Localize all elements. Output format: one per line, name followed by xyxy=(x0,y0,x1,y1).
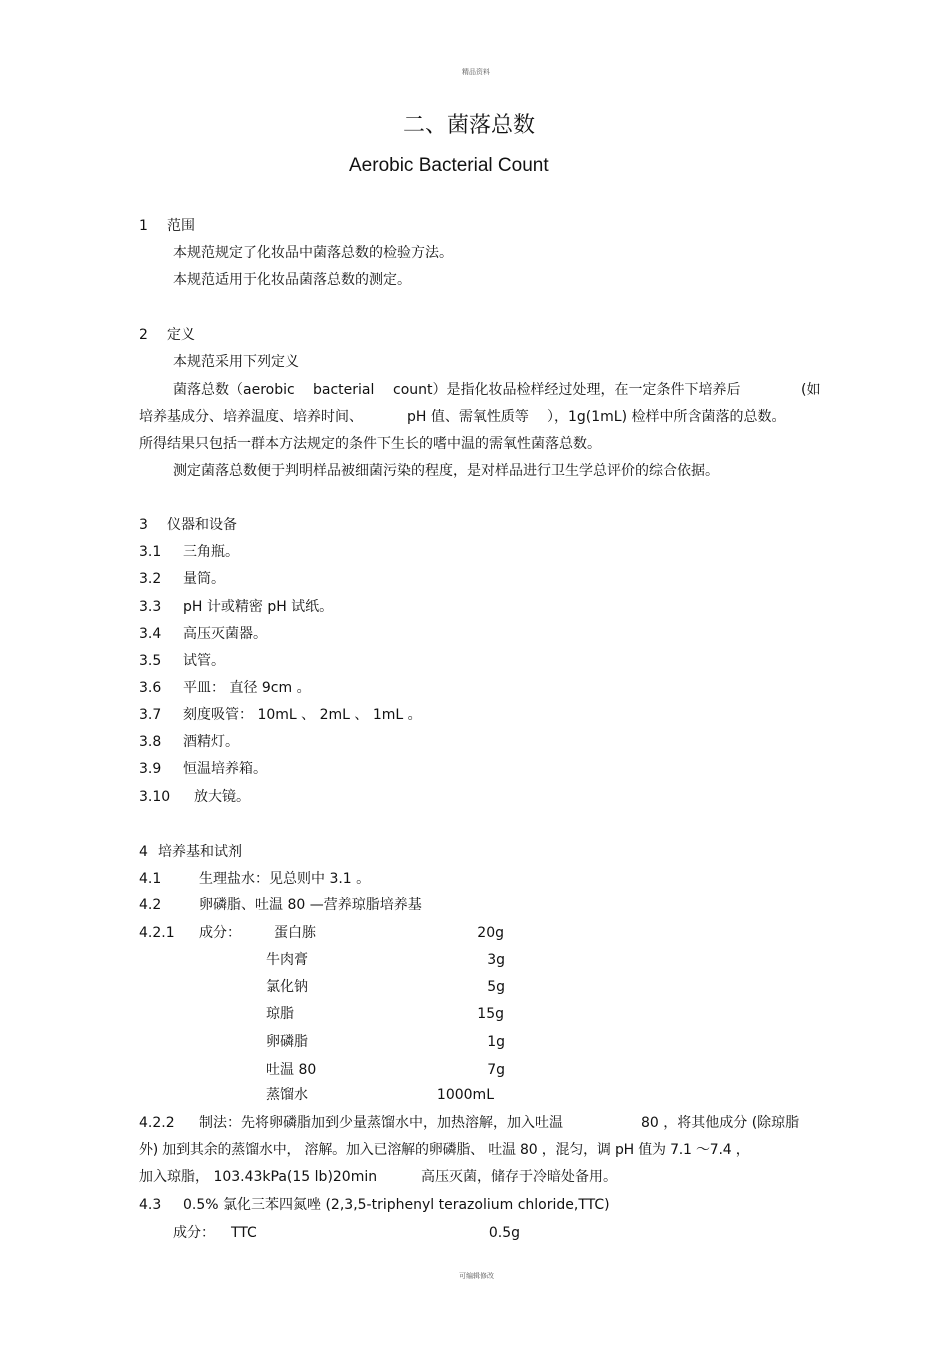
list-item-number: 3.4 xyxy=(139,626,162,642)
list-item: 试管。 xyxy=(183,653,225,669)
ingredient-qty: 7g xyxy=(487,1062,505,1078)
section-number: 1 xyxy=(139,218,148,234)
list-item-number: 3.8 xyxy=(139,734,162,750)
list-item: 高压灭菌器。 xyxy=(183,626,267,642)
ingredient-qty: 0.5g xyxy=(488,1225,520,1241)
ingredient-qty: 15g xyxy=(477,1006,504,1022)
ingredient-name: TTC xyxy=(231,1225,257,1241)
ingredients-label: 成分： xyxy=(173,1225,215,1241)
list-item-number: 3.1 xyxy=(139,544,162,560)
ingredient-name: 氯化钠 xyxy=(266,979,308,995)
list-item-number: 4.1 xyxy=(139,871,162,887)
definition-text: 培养基成分、培养温度、培养时间、 xyxy=(139,409,363,425)
procedure-text: 加入琼脂， 103.43kPa(15 lb)20min xyxy=(139,1169,378,1185)
list-item-number: 4.2.2 xyxy=(139,1115,175,1131)
definition-text: count）是指化妆品检样经过处理，在一定条件下培养后 xyxy=(393,382,741,398)
list-item: 平皿： 直径 9cm 。 xyxy=(183,680,311,696)
ingredient-qty: 20g xyxy=(477,925,504,941)
page-title: 二、菌落总数 xyxy=(403,113,536,138)
ingredient-qty: 1000mL xyxy=(436,1087,494,1103)
section-number: 2 xyxy=(139,327,148,343)
list-item: 酒精灯。 xyxy=(183,734,239,750)
page-footer: 可编辑修改 xyxy=(459,1272,494,1280)
list-item-number: 4.3 xyxy=(139,1197,162,1213)
list-item-number: 3.2 xyxy=(139,571,162,587)
ingredient-qty: 5g xyxy=(487,979,505,995)
ingredient-qty: 1g xyxy=(487,1034,505,1050)
list-item: 恒温培养箱。 xyxy=(183,761,267,777)
section-number: 4 xyxy=(139,844,148,860)
list-item: 0.5% 氯化三苯四氮唑 (2,3,5-triphenyl terazolium chloride,TTC) xyxy=(183,1197,610,1213)
list-item-number: 3.5 xyxy=(139,653,162,669)
procedure-text: 制法：先将卵磷脂加到少量蒸馏水中，加热溶解，加入吐温 xyxy=(199,1115,563,1131)
paragraph: 本规范规定了化妆品中菌落总数的检验方法。 xyxy=(173,245,453,261)
list-item: 刻度吸管： 10mL 、 2mL 、 1mL 。 xyxy=(183,707,422,723)
definition-text: pH 值、需氧性质等 xyxy=(407,409,529,425)
ingredient-qty: 3g xyxy=(487,952,505,968)
ingredient-name: 牛肉膏 xyxy=(266,952,308,968)
list-item-number: 4.2 xyxy=(139,897,162,913)
paragraph: 本规范适用于化妆品菌落总数的测定。 xyxy=(173,272,411,288)
ingredient-name: 蒸馏水 xyxy=(266,1087,308,1103)
definition-text: 所得结果只包括一群本方法规定的条件下生长的嗜中温的需氧性菌落总数。 xyxy=(139,436,601,452)
procedure-text: 高压灭菌，储存于冷暗处备用。 xyxy=(421,1169,617,1185)
definition-text: (如 xyxy=(801,382,821,398)
page-header: 精品资料 xyxy=(462,68,490,76)
ingredient-name: 蛋白胨 xyxy=(274,925,316,941)
section-title: 定义 xyxy=(167,327,195,343)
list-item: 量筒。 xyxy=(183,571,225,587)
ingredient-name: 卵磷脂 xyxy=(266,1034,308,1050)
list-item-number: 4.2.1 xyxy=(139,925,175,941)
procedure-text: 80 ，将其他成分 (除琼脂 xyxy=(641,1115,800,1131)
list-item: pH 计或精密 pH 试纸。 xyxy=(183,599,334,615)
section-title: 范围 xyxy=(167,218,195,234)
list-item: 三角瓶。 xyxy=(183,544,239,560)
procedure-text: 外) 加到其余的蒸馏水中， 溶解。加入已溶解的卵磷脂、 吐温 80 ，混匀，调 pH 值为 7.1 ～7.4 ， xyxy=(139,1142,750,1158)
list-item-number: 3.3 xyxy=(139,599,162,615)
section-title: 培养基和试剂 xyxy=(158,844,242,860)
ingredients-label: 成分： xyxy=(199,925,241,941)
definition-text: 菌落总数（aerobic xyxy=(173,382,295,398)
definition-text: bacterial xyxy=(313,382,375,398)
paragraph: 本规范采用下列定义 xyxy=(173,354,299,370)
section-number: 3 xyxy=(139,517,148,533)
definition-text: ），1g(1mL) 检样中所含菌落的总数。 xyxy=(547,409,786,425)
section-title: 仪器和设备 xyxy=(167,517,237,533)
paragraph: 测定菌落总数便于判明样品被细菌污染的程度，是对样品进行卫生学总评价的综合依据。 xyxy=(173,463,719,479)
ingredient-name: 琼脂 xyxy=(266,1006,294,1022)
list-item-number: 3.7 xyxy=(139,707,162,723)
ingredient-name: 吐温 80 xyxy=(266,1062,317,1078)
list-item-number: 3.9 xyxy=(139,761,162,777)
list-item: 卵磷脂、吐温 80 —营养琼脂培养基 xyxy=(199,897,422,913)
list-item-number: 3.6 xyxy=(139,680,162,696)
page-subtitle: Aerobic Bacterial Count xyxy=(349,155,549,176)
list-item: 生理盐水：见总则中 3.1 。 xyxy=(199,871,371,887)
list-item-number: 3.10 xyxy=(139,789,171,805)
list-item: 放大镜。 xyxy=(194,789,250,805)
